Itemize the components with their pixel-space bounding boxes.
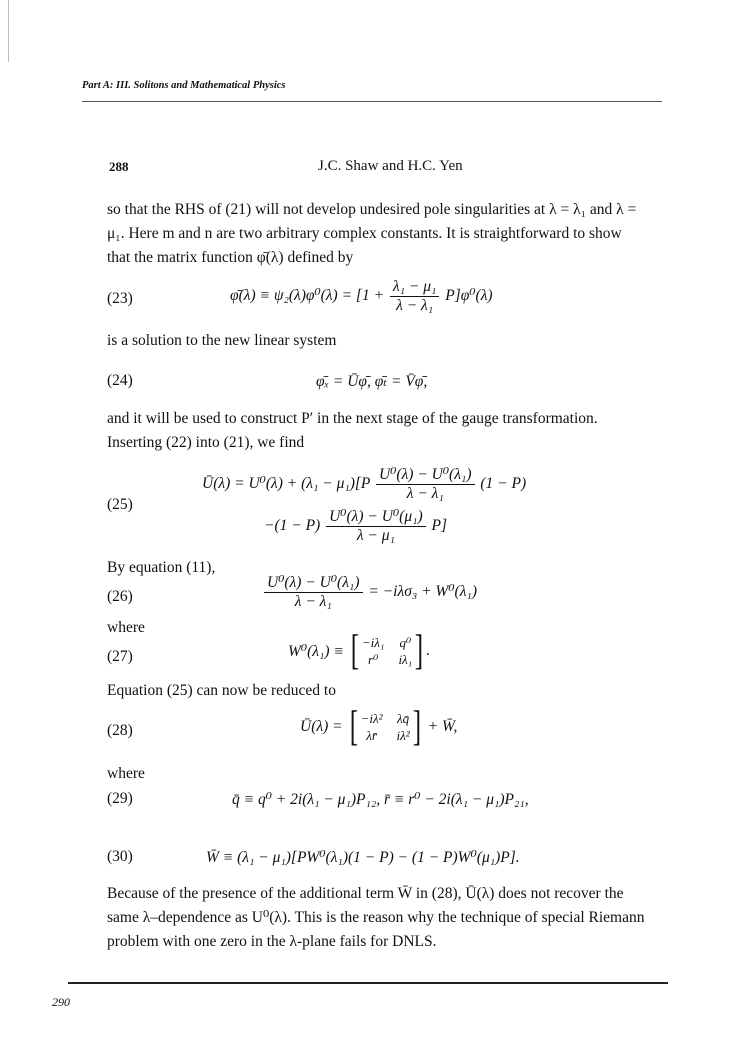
eq25-line1-denominator: λ − λ₁ (406, 485, 444, 502)
paragraph-1: so that the RHS of (21) will not develop undesired pole singularities at λ = λ₁ and λ = μ₁. Here m and n are two arbitrary complex constants. It is straightforward to show that the matrix function φ̄(λ) defined by (107, 201, 637, 266)
eq27-m11: −iλ₁ (361, 635, 385, 650)
eq27-left-bracket: [ (350, 628, 360, 674)
eq25-line1-fraction (376, 466, 475, 503)
eq25-line2-lhs: −(1 − P) (264, 517, 321, 535)
eq23-fraction (390, 278, 439, 315)
equation-29: q̄ ≡ q⁰ + 2i(λ₁ − μ₁)P₁₂, r̄ ≡ r⁰ − 2i(λ₁ − μ₁)P₂₁, (232, 791, 529, 808)
header-rule (82, 101, 662, 102)
eq25-line1-numerator: U⁰(λ) − U⁰(λ₁) (376, 466, 475, 485)
eq25-line1-rhs: (1 − P) (480, 475, 527, 493)
eq23-lhs: φ̄(λ) ≡ ψ₂(λ)φ⁰(λ) = [1 + (230, 287, 385, 305)
eq27-lhs: W⁰(λ₁) ≡ (288, 642, 344, 660)
margin-line (8, 0, 9, 62)
equation-number-27: (27) (107, 648, 133, 665)
eq28-m11: −iλ² (360, 711, 383, 726)
footer-rule (68, 982, 668, 984)
equation-25-line-2 (264, 508, 447, 545)
eq27-m12: q⁰ (399, 635, 412, 650)
folio-number: 290 (52, 995, 70, 1009)
eq28-m22: iλ² (396, 728, 410, 743)
equation-23 (230, 278, 493, 315)
eq27-m21: r⁰ (368, 652, 379, 667)
paragraph-3: and it will be used to construct P′ in the next stage of the gauge transformation. Inserting (22) into (21), we find (107, 410, 598, 451)
equation-26 (262, 574, 477, 611)
eq27-matrix-grid (362, 634, 412, 668)
paragraph-2: is a solution to the new linear system (107, 332, 337, 349)
eq27-end: . (426, 642, 431, 659)
series-header: Part A: III. Solitons and Mathematical Physics (82, 80, 286, 91)
equation-25-line-1 (202, 466, 526, 503)
eq28-lhs: Ū(λ) = (300, 718, 343, 735)
eq28-right-bracket: ] (412, 704, 421, 750)
eq26-numerator: U⁰(λ) − U⁰(λ₁) (264, 574, 363, 593)
equation-27 (288, 630, 430, 672)
equation-number-26: (26) (107, 588, 133, 605)
equation-number-25: (25) (107, 496, 133, 513)
eq26-denominator: λ − λ₁ (294, 593, 332, 610)
eq28-matrix (300, 706, 457, 748)
eq27-matrix (288, 630, 430, 672)
eq28-left-bracket: [ (349, 704, 358, 750)
equation-24: φ̄ₓ = Ūφ̄, φ̄ₜ = V̄φ̄, (316, 373, 428, 390)
eq27-right-bracket: ] (415, 628, 424, 674)
eq28-matrix-grid (361, 710, 410, 744)
eq25-line2-numerator: U⁰(λ) − U⁰(μ₁) (326, 508, 426, 527)
running-head-authors: J.C. Shaw and H.C. Yen (318, 158, 463, 174)
eq25-line2-fraction (326, 508, 426, 545)
eq28-rhs: + W̄, (427, 718, 458, 735)
equation-number-23: (23) (107, 290, 133, 307)
eq28-m12: λq̄ (397, 711, 410, 726)
equation-28 (300, 706, 457, 748)
paragraph-5: where (107, 619, 145, 636)
eq25-line1-lhs: Ū(λ) = U⁰(λ) + (λ₁ − μ₁)[P (202, 475, 371, 493)
page-number: 288 (109, 159, 129, 174)
eq26-fraction (264, 574, 363, 611)
paragraph-4: By equation (11), (107, 559, 216, 576)
eq25-line2-rhs: P] (431, 517, 448, 535)
paragraph-7: where (107, 765, 145, 782)
equation-number-30: (30) (107, 848, 133, 865)
eq27-m22: iλ₁ (398, 652, 413, 667)
eq23-numerator: λ₁ − μ₁ (390, 278, 439, 297)
eq23-rhs: P]φ⁰(λ) (445, 287, 493, 305)
eq28-m21: λr̄ (366, 728, 377, 743)
paragraph-8: Because of the presence of the additional term W̄ in (28), Ū(λ) does not recover the same λ–dependence as U⁰(λ). This is the reason why the technique of special Riemann problem with one zero in the λ-plane fails for DNLS. (107, 885, 645, 950)
eq25-line2-denominator: λ − μ₁ (356, 527, 395, 544)
equation-number-24: (24) (107, 372, 133, 389)
equation-number-29: (29) (107, 790, 133, 807)
eq23-denominator: λ − λ₁ (396, 297, 434, 314)
equation-number-28: (28) (107, 722, 133, 739)
eq26-rhs: = −iλσ₃ + W⁰(λ₁) (368, 583, 477, 601)
equation-30: W̄ ≡ (λ₁ − μ₁)[PW⁰(λ₁)(1 − P) − (1 − P)W⁰(μ₁)P]. (206, 849, 520, 866)
paragraph-6: Equation (25) can now be reduced to (107, 682, 336, 699)
